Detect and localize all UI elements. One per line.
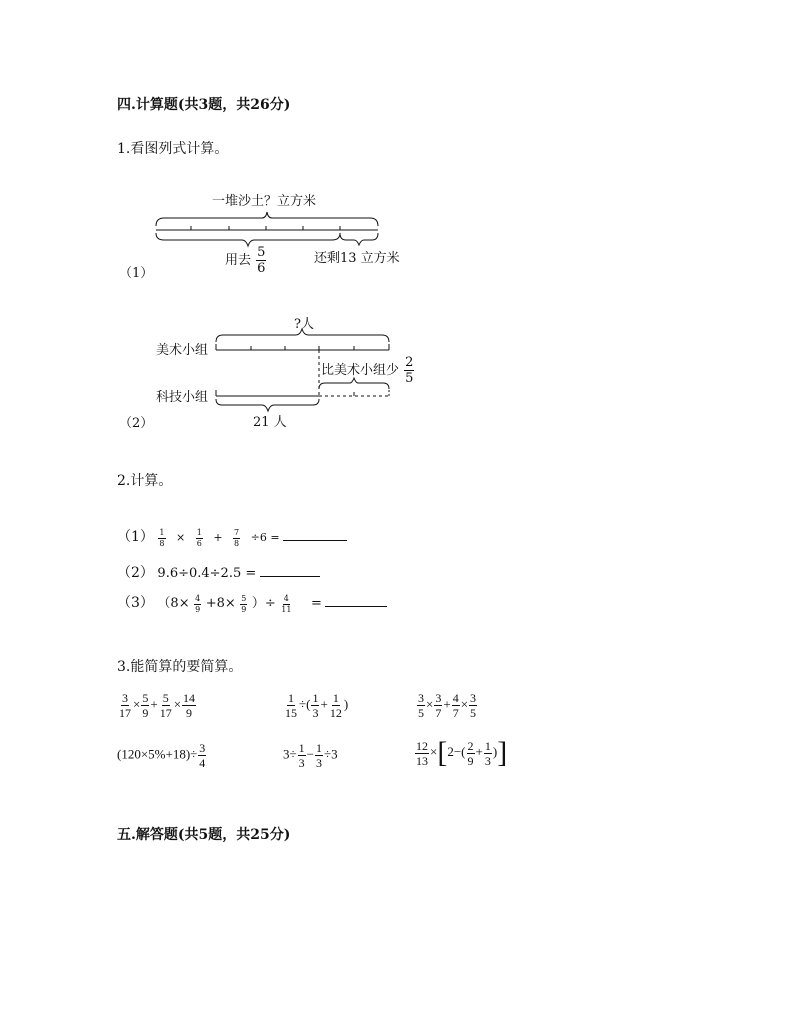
fraction-numerator: 5: [162, 691, 169, 705]
fraction-denominator: 9: [142, 706, 149, 720]
fraction-numerator: 4: [195, 593, 201, 603]
fraction-numerator: 7: [234, 527, 240, 537]
fraction: [417, 692, 425, 719]
operator: +: [150, 696, 158, 712]
diagram-2-tech-count: 21 人: [253, 415, 287, 430]
fraction-numerator: 1: [159, 527, 165, 537]
expression-1: [117, 692, 197, 719]
fraction-numerator: 1: [312, 691, 319, 705]
fraction: [467, 740, 475, 767]
answer-blank[interactable]: [325, 606, 387, 607]
operator: −: [306, 746, 314, 762]
fraction-denominator: 3: [298, 756, 305, 770]
fraction-denominator: 6: [196, 538, 202, 548]
fraction-numerator: 1: [298, 741, 305, 755]
fraction: [298, 742, 306, 769]
fraction: [315, 742, 323, 769]
expression-3: [416, 692, 478, 719]
used-text: 用去: [225, 253, 252, 268]
fraction: [141, 692, 149, 719]
expression-close: ）÷: [251, 596, 276, 611]
q2-item-3: [117, 592, 387, 614]
fraction-denominator: 7: [452, 706, 459, 720]
fraction: [329, 692, 343, 719]
fraction-denominator: 17: [159, 706, 172, 720]
diagram-2-art-label: 美术小组: [156, 343, 209, 358]
fraction-denominator: 9: [241, 604, 247, 614]
fraction-numerator: 2: [467, 738, 474, 753]
fraction-numerator: 3: [199, 741, 206, 755]
fraction-numerator: 1: [196, 527, 202, 537]
fraction-denominator: 6: [257, 261, 266, 276]
fraction-denominator: 4: [199, 756, 206, 770]
operator: ×: [426, 696, 434, 712]
fraction-numerator: 5: [241, 593, 247, 603]
fraction-3: [233, 529, 240, 548]
fraction-denominator: 8: [159, 538, 165, 548]
operator: +: [443, 696, 451, 712]
operator: ×: [173, 696, 182, 712]
fraction-numerator: 2: [405, 355, 414, 370]
expression-mid: +8×: [205, 596, 236, 611]
diagram-2-less-label: [321, 356, 415, 385]
item-number: （1）: [117, 529, 154, 545]
fraction: [434, 692, 442, 719]
fraction-numerator: 3: [122, 691, 128, 705]
expression-tail: ÷3: [323, 746, 338, 762]
fraction-numerator: 3: [418, 691, 424, 705]
operator: +: [213, 531, 223, 544]
close-bracket: ]: [497, 736, 508, 769]
diagram-1-number: （1）: [119, 266, 154, 281]
expression-6: [414, 738, 507, 768]
fraction-1: [194, 595, 201, 614]
fraction: [484, 740, 492, 767]
fraction-numerator: 3: [435, 691, 442, 705]
operator: ÷(: [299, 696, 311, 712]
answer-blank[interactable]: [283, 540, 347, 541]
fraction-numerator: 1: [315, 741, 322, 755]
fraction-numerator: 4: [283, 593, 289, 603]
fraction-numerator: 5: [142, 691, 149, 705]
less-text: 比美术小组少: [321, 363, 400, 378]
operator: ×: [176, 531, 186, 544]
close-paren: ): [492, 743, 498, 759]
section-4-heading: 四.计算题(共3题，共26分): [117, 97, 291, 113]
fraction-numerator: 14: [183, 691, 196, 705]
expression-prefix: 3÷: [283, 746, 297, 762]
operator: ×: [460, 696, 469, 712]
fraction-numerator: 1: [332, 691, 339, 705]
fraction-denominator: 13: [416, 753, 428, 768]
equals-sign: =: [310, 596, 322, 611]
fraction: [159, 692, 173, 719]
diagram-2-top-label: ?人: [294, 317, 314, 332]
answer-blank[interactable]: [260, 576, 320, 577]
fraction: [284, 692, 298, 719]
fraction: [182, 692, 196, 719]
operator: ×: [430, 743, 438, 759]
fraction-numerator: 12: [416, 738, 428, 753]
close-paren: ): [343, 696, 349, 712]
operator: +: [320, 696, 328, 712]
fraction-denominator: 3: [312, 706, 319, 720]
question-2-prompt: 2.计算。: [117, 473, 173, 489]
fraction-denominator: 9: [467, 753, 474, 768]
expression-5: [283, 742, 338, 769]
fraction-denominator: 5: [405, 371, 414, 386]
operator: ×: [133, 696, 141, 712]
fraction-numerator: 3: [470, 691, 477, 705]
fraction: [415, 740, 429, 767]
expression-tail: ÷6 =: [250, 531, 280, 544]
fraction: [452, 692, 460, 719]
fraction-numerator: 5: [257, 245, 266, 260]
section-5-heading: 五.解答题(共5题，共25分): [117, 827, 291, 843]
fraction-denominator: 3: [484, 753, 491, 768]
fraction-denominator: 9: [195, 604, 201, 614]
open-bracket: [: [437, 736, 448, 769]
fraction: [469, 692, 477, 719]
fraction-denominator: 3: [315, 756, 322, 770]
operator: +: [475, 743, 483, 759]
less-fraction: [404, 356, 414, 385]
fraction-denominator: 7: [435, 706, 442, 720]
expression-open: （8×: [157, 596, 190, 611]
fraction-2: [196, 529, 203, 548]
fraction-denominator: 5: [418, 706, 424, 720]
expression-2: [283, 692, 348, 719]
fraction: [118, 692, 132, 719]
fraction-denominator: 9: [186, 706, 193, 720]
question-1-prompt: 1.看图列式计算。: [117, 141, 229, 157]
fraction-numerator: 1: [288, 691, 294, 705]
diagram-1-top-label: 一堆沙土？立方米: [212, 194, 317, 209]
fraction-denominator: 5: [470, 706, 477, 720]
fraction-2: [240, 595, 247, 614]
diagram-1-remain-label: 还剩13 立方米: [314, 251, 400, 266]
fraction-denominator: 11: [281, 604, 292, 614]
fraction-1: [158, 529, 165, 548]
expression-two: 2−(: [447, 743, 466, 759]
q2-item-1: [117, 526, 347, 548]
fraction-numerator: 1: [484, 738, 491, 753]
fraction-denominator: 8: [234, 538, 240, 548]
expression-4: [117, 742, 207, 769]
fraction-denominator: 15: [285, 706, 297, 720]
question-3-prompt: 3.能简算的要简算。: [117, 659, 243, 675]
diagram-2-tech-label: 科技小组: [156, 390, 209, 405]
fraction: [311, 692, 319, 719]
fraction-denominator: 17: [119, 706, 131, 720]
item-number: （3）: [117, 595, 154, 611]
expression-prefix: (120×5%+18)÷: [117, 746, 198, 762]
expression: 9.6÷0.4÷2.5 =: [157, 566, 257, 581]
fraction-numerator: 4: [452, 691, 459, 705]
item-number: （2）: [117, 565, 154, 581]
fraction-3: [280, 595, 292, 614]
diagram-2-number: （2）: [119, 416, 154, 431]
fraction-denominator: 12: [329, 706, 342, 720]
q2-item-2: [117, 562, 320, 582]
fraction: [198, 742, 206, 769]
